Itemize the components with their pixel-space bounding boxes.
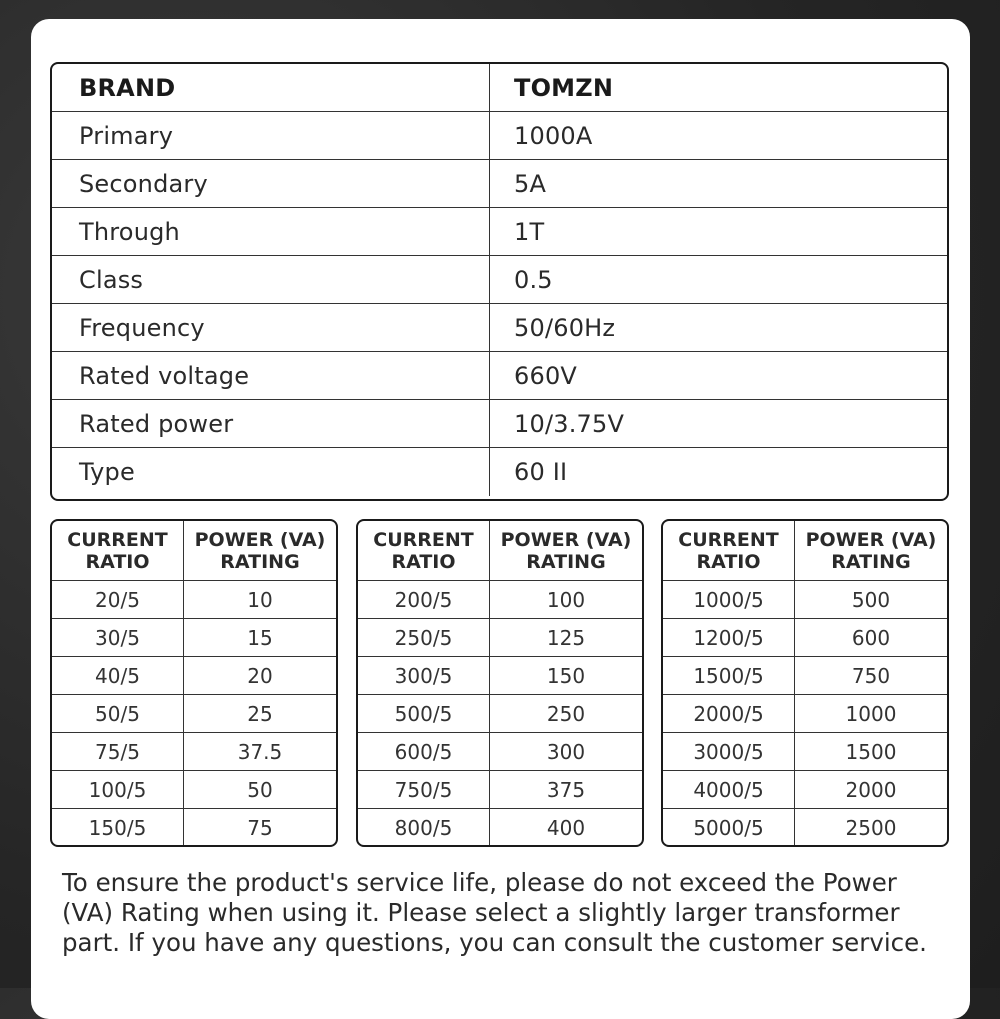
table-row — [52, 581, 336, 619]
current-ratio-cell: 40/5 — [52, 657, 184, 694]
current-ratio-cell: 20/5 — [52, 581, 184, 618]
power-rating-cell: 1000 — [845, 701, 897, 726]
spec-key: Rated voltage — [52, 352, 490, 399]
spec-row — [52, 400, 947, 448]
table-row — [52, 809, 336, 847]
spec-table — [50, 62, 949, 501]
table-row — [52, 771, 336, 809]
table-row — [52, 695, 336, 733]
power-rating-cell: 75 — [247, 816, 273, 840]
table-row — [663, 695, 947, 733]
ratio-table — [356, 519, 644, 847]
spec-value: 1T — [514, 217, 545, 246]
current-ratio-cell: 250/5 — [358, 619, 490, 656]
spec-key: Type — [52, 448, 490, 496]
table-row — [52, 619, 336, 657]
ratio-table-header — [358, 521, 642, 581]
current-ratio-cell: 1500/5 — [663, 657, 795, 694]
spec-header-row — [52, 64, 947, 112]
current-ratio-cell: 75/5 — [52, 733, 184, 770]
table-row — [663, 581, 947, 619]
spec-key: Secondary — [52, 160, 490, 207]
spec-row — [52, 112, 947, 160]
table-row — [663, 771, 947, 809]
spec-key: Through — [52, 208, 490, 255]
spec-value: 50/60Hz — [514, 313, 616, 342]
header-power-rating: POWER (VA) RATING — [805, 528, 937, 573]
current-ratio-cell: 50/5 — [52, 695, 184, 732]
table-row — [663, 619, 947, 657]
table-row — [358, 619, 642, 657]
usage-note: To ensure the product's service life, please do not exceed the Power (VA) Rating when using it. Please select a slightly larger transformer part. If you have any questions, you can consult the customer service. — [62, 868, 927, 957]
table-row — [663, 809, 947, 847]
table-row — [358, 695, 642, 733]
spec-key: Class — [52, 256, 490, 303]
power-rating-cell: 50 — [247, 777, 273, 802]
table-row — [358, 771, 642, 809]
spec-row — [52, 208, 947, 256]
table-row — [52, 733, 336, 771]
spec-key: Frequency — [52, 304, 490, 351]
current-ratio-cell: 2000/5 — [663, 695, 795, 732]
current-ratio-cell: 200/5 — [358, 581, 490, 618]
spec-value: 0.5 — [514, 265, 553, 294]
current-ratio-cell: 800/5 — [358, 809, 490, 847]
power-rating-cell: 15 — [247, 625, 273, 650]
table-row — [663, 657, 947, 695]
power-rating-cell: 400 — [546, 816, 586, 840]
current-ratio-cell: 750/5 — [358, 771, 490, 808]
spec-row — [52, 448, 947, 496]
table-row — [52, 657, 336, 695]
power-rating-cell: 20 — [247, 663, 273, 688]
ratio-table — [50, 519, 338, 847]
table-row — [663, 733, 947, 771]
power-rating-cell: 2500 — [845, 816, 897, 840]
header-current-ratio: CURRENT RATIO — [358, 521, 490, 580]
header-power-rating: POWER (VA) RATING — [500, 528, 632, 573]
power-rating-cell: 37.5 — [237, 739, 283, 764]
power-rating-cell: 750 — [851, 663, 891, 688]
spec-key: Rated power — [52, 400, 490, 447]
spec-row — [52, 256, 947, 304]
power-rating-cell: 2000 — [845, 777, 897, 802]
power-rating-cell: 150 — [546, 663, 586, 688]
current-ratio-cell: 100/5 — [52, 771, 184, 808]
current-ratio-cell: 300/5 — [358, 657, 490, 694]
power-rating-cell: 600 — [851, 625, 891, 650]
spec-row — [52, 352, 947, 400]
current-ratio-cell: 500/5 — [358, 695, 490, 732]
spec-key: Primary — [52, 112, 490, 159]
power-rating-cell: 1500 — [845, 739, 897, 764]
spec-value: 5A — [514, 169, 547, 198]
current-ratio-cell: 600/5 — [358, 733, 490, 770]
header-current-ratio: CURRENT RATIO — [52, 521, 184, 580]
spec-value: TOMZN — [514, 73, 614, 102]
table-row — [358, 657, 642, 695]
table-row — [358, 809, 642, 847]
table-row — [358, 581, 642, 619]
current-ratio-cell: 150/5 — [52, 809, 184, 847]
header-current-ratio: CURRENT RATIO — [663, 521, 795, 580]
current-ratio-cell: 30/5 — [52, 619, 184, 656]
power-rating-cell: 300 — [546, 739, 586, 764]
current-ratio-cell: 5000/5 — [663, 809, 795, 847]
spec-value: 1000A — [514, 121, 593, 150]
table-row — [358, 733, 642, 771]
ratio-table-header — [52, 521, 336, 581]
current-ratio-cell: 4000/5 — [663, 771, 795, 808]
header-power-rating: POWER (VA) RATING — [194, 528, 326, 573]
spec-key: BRAND — [52, 64, 490, 111]
current-ratio-cell: 1000/5 — [663, 581, 795, 618]
power-rating-cell: 25 — [247, 701, 273, 726]
power-rating-cell: 375 — [546, 777, 586, 802]
spec-row — [52, 160, 947, 208]
current-ratio-cell: 1200/5 — [663, 619, 795, 656]
current-ratio-cell: 3000/5 — [663, 733, 795, 770]
spec-value: 660V — [514, 361, 578, 390]
spec-value: 60 II — [514, 458, 568, 486]
power-rating-cell: 250 — [546, 701, 586, 726]
power-rating-cell: 500 — [851, 587, 891, 612]
spec-row — [52, 304, 947, 352]
power-rating-cell: 100 — [546, 587, 586, 612]
ratio-table — [661, 519, 949, 847]
ratio-table-header — [663, 521, 947, 581]
spec-value: 10/3.75V — [514, 409, 625, 438]
power-rating-cell: 125 — [546, 625, 586, 650]
power-rating-cell: 10 — [247, 587, 273, 612]
